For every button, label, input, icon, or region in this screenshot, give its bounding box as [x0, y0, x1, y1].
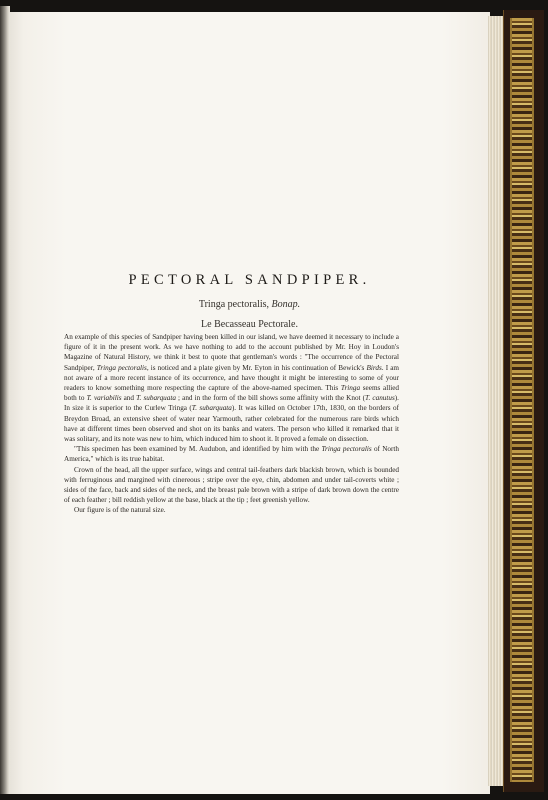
paragraph [64, 465, 399, 506]
article-body [64, 332, 399, 516]
french-name: Le Becasseau Pectorale. [201, 319, 298, 330]
text-run: of North America," which is its true habitat. [64, 445, 399, 464]
italic-text-run: T. canutus [365, 394, 395, 403]
scientific-name-line [9, 299, 490, 310]
book-page [9, 12, 490, 794]
paragraph [64, 332, 399, 444]
scientific-name: Tringa pectoralis, [198, 299, 270, 310]
paragraph [64, 444, 399, 464]
naming-authority: Bonap. [271, 299, 301, 310]
gilt-ornament-border [510, 18, 534, 782]
text-run: . I am not aware of a more recent instance of its occurrence, and have thought it might be interesting to some of your readers to know something more respecting the capture of the above-named specimen. This [64, 363, 400, 393]
text-run: ). In size it is superior to the Curlew Tringa ( [64, 394, 399, 413]
italic-text-run: T. subarquata [191, 404, 232, 413]
paragraph [64, 505, 399, 515]
text-run: Our figure is of the natural size. [74, 506, 166, 515]
text-run: and [121, 394, 137, 403]
text-run: ; and in the form of the bill shows some affinity with the Knot ( [175, 394, 366, 403]
text-run: An example of this species of Sandpiper having been killed in our island, we have deemed it necessary to include a figure of it in the present work. As we have nothing to add to the account published by Mr. Hoy in Loudon's Magazine of Natural History, we think it best to quote that gentleman's words : "The occurrence of the Pectoral Sandpiper, [64, 333, 399, 372]
text-run: , is noticed and a plate given by Mr. Eyton in his continuation of Bewick's [146, 363, 367, 372]
italic-text-run: Tringa pectoralis [96, 363, 147, 372]
italic-text-run: Birds [366, 363, 382, 372]
text-run: ). It was killed on October 17th, 1830, on the borders of Breydon Broad, an extensive sheet of water near Yarmouth, rather celebrated for the numerous rare birds which have at different times been observed and shot on its banks and waters. The person who killed it remarked that it was solitary, and its note was new to him, which induced him to shoot it. It proved a female on dissection. [64, 404, 399, 444]
page-title: PECTORAL SANDPIPER. [128, 272, 371, 288]
italic-text-run: T. subarquata [136, 394, 176, 403]
text-run: "This specimen has been examined by M. Audubon, and identified by him with the [74, 445, 322, 454]
italic-text-run: Tringa [340, 384, 361, 393]
italic-text-run: Tringa pectoralis [321, 445, 372, 454]
italic-text-run: T. variabilis [86, 394, 122, 403]
text-run: Crown of the head, all the upper surface, wings and central tail-feathers dark blackish brown, which is bounded with ferruginous and margined with cinereous ; stripe over the eye, chin, abdomen and under tail-coverts white ; sides of the face, back and sides of the neck, and the breast pale brown with a stripe of dark brown down the centre of each feather ; bill reddish yellow at the base, black at the tip ; feet greenish yellow. [64, 465, 399, 505]
text-run: seems allied both to [64, 384, 400, 403]
